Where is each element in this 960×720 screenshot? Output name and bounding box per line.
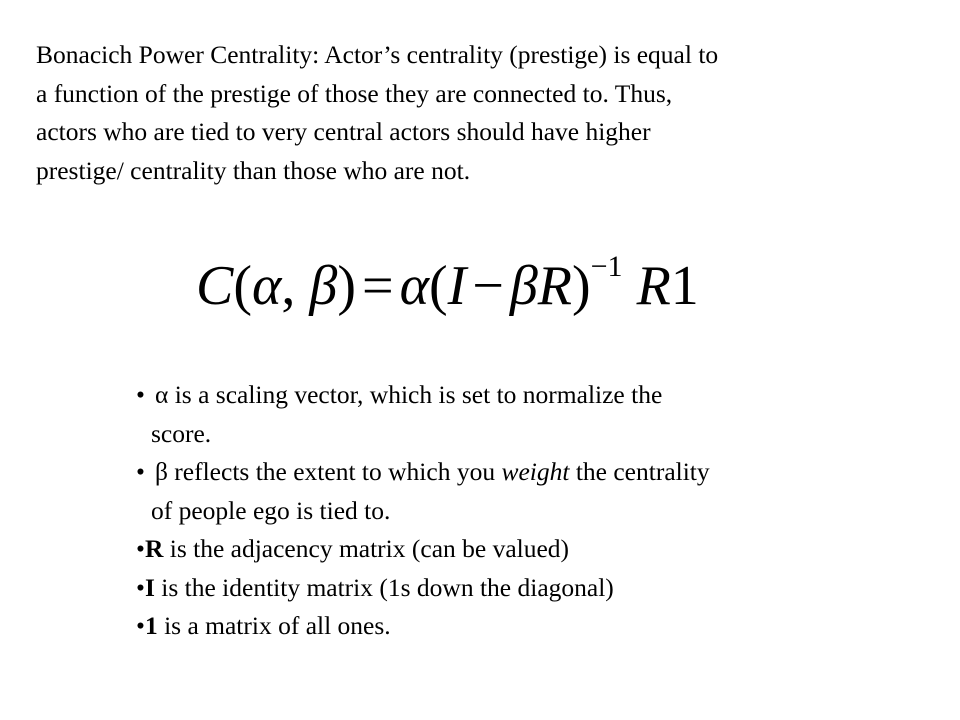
formula-ones: 1 [670,255,699,317]
intro-line-2: a function of the prestige of those they are connected to. Thus, [36,78,673,108]
bullet-marker: • [136,611,145,640]
formula-r-2: R [636,255,671,317]
bullet-text: is the adjacency matrix (can be valued) [163,534,570,563]
bullet-continuation: score. [151,418,212,448]
beta-symbol: β [154,457,168,486]
formula-equals: = [361,255,394,317]
emphasis-weight: weight [501,457,570,486]
term-r: R [144,534,164,563]
bullet-text: the centrality [569,457,710,486]
bullet-marker: • [136,457,145,486]
bullet-text: is a matrix of all ones. [157,611,391,640]
term-i: I [144,572,155,602]
list-item [136,607,896,646]
formula-alpha-2: α [399,255,429,317]
intro-line-1: Bonacich Power Centrality: Actor’s centrality (prestige) is equal to [36,40,719,69]
formula-comma: , [281,255,296,317]
bullet-text: is a scaling vector, which is set to normalize the [168,380,663,409]
term-one: 1 [144,611,158,640]
intro-paragraph [36,36,916,190]
formula-beta: β [309,255,338,317]
bullet-marker: • [136,572,145,602]
bullet-marker: • [136,534,145,563]
alpha-symbol: α [154,380,169,409]
formula-minus: − [472,255,504,317]
formula-r: R [537,255,572,317]
formula-paren-close-2: ) [571,255,591,317]
list-item [136,376,896,453]
bullet-text: is the identity matrix (1s down the diagonal) [154,572,614,602]
bullet-continuation: of people ego is tied to. [151,495,391,525]
list-item [136,453,896,530]
formula-c: C [196,255,234,317]
list-item [136,569,896,608]
formula-paren-open-2: ( [428,255,448,317]
formula-beta-2: β [509,255,538,317]
formula-alpha: α [252,255,282,317]
bonacich-formula [196,246,796,326]
formula-paren-close: ) [337,255,356,317]
list-item [136,530,896,569]
bullet-text: reflects the extent to which you [167,457,502,486]
formula-identity: I [447,255,467,317]
definition-list [136,376,896,646]
bullet-marker: • [136,380,145,409]
formula-exponent: −1 [590,250,623,284]
formula-paren-open: ( [233,255,253,317]
intro-line-4: prestige/ centrality than those who are not. [36,155,471,185]
intro-line-3: actors who are tied to very central actors should have higher [36,117,651,146]
